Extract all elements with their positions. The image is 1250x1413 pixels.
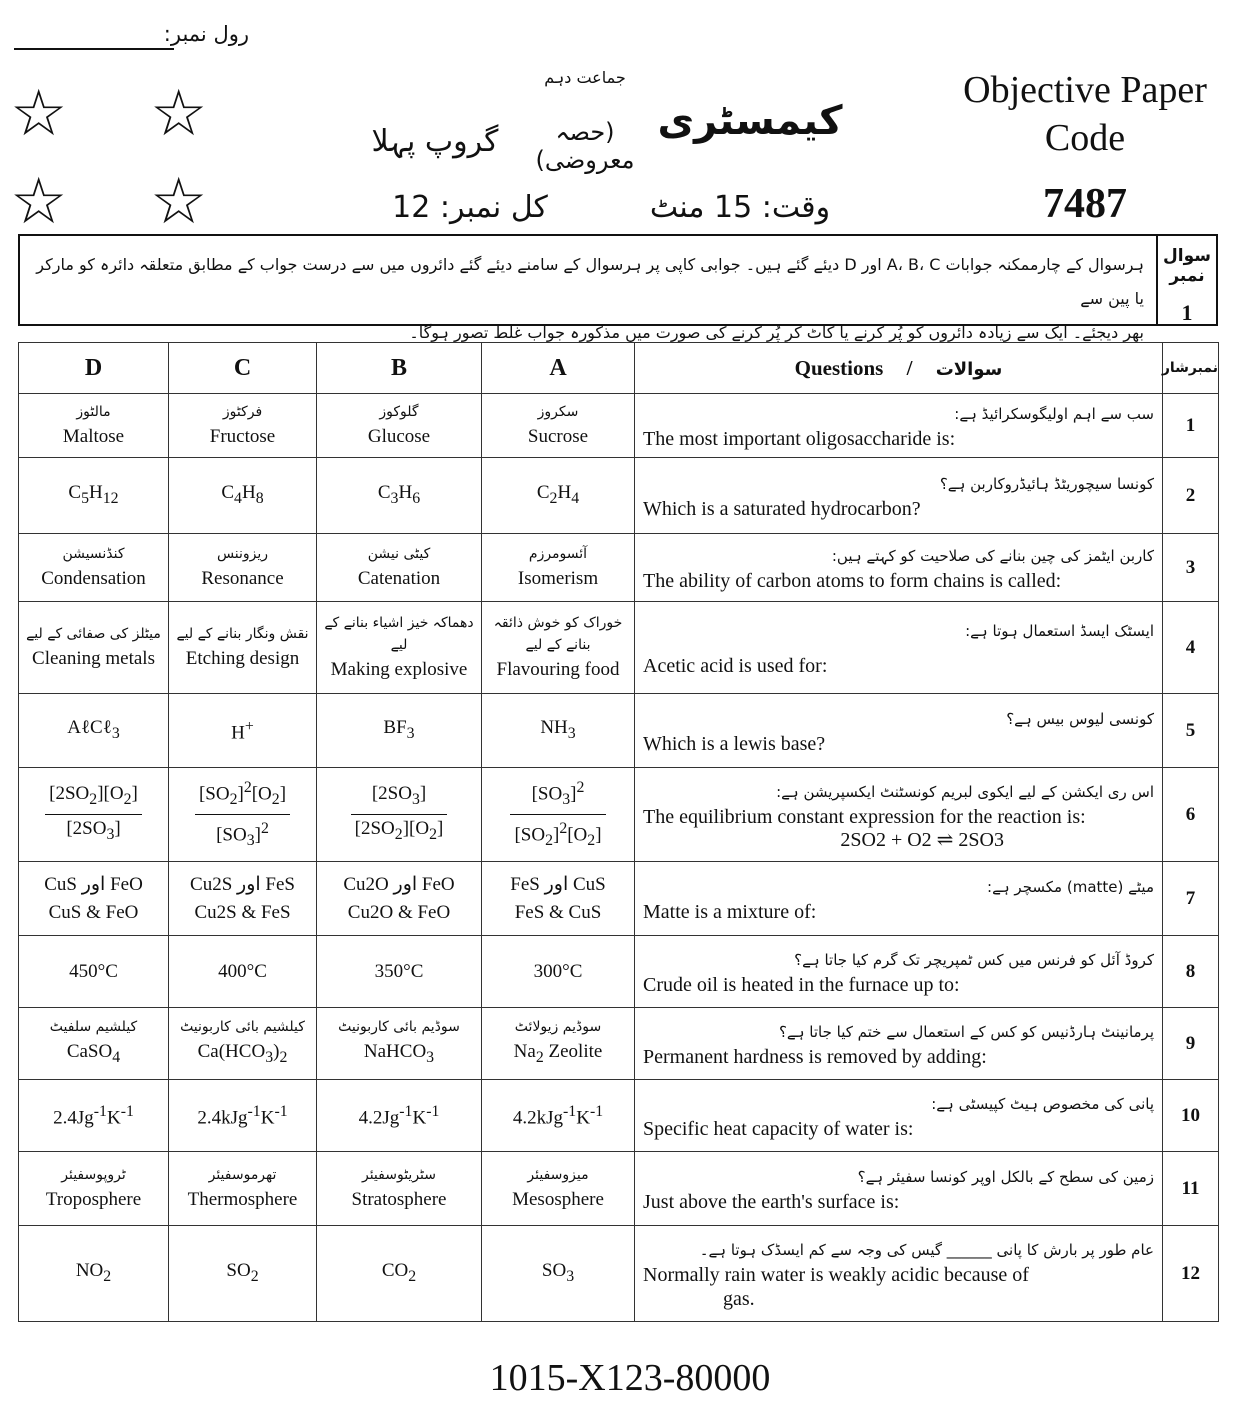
column-header-b: B (317, 343, 482, 394)
serial-number: 9 (1163, 1008, 1219, 1080)
table-header-row (19, 343, 1219, 394)
serial-number: 2 (1163, 458, 1219, 534)
table-row (19, 694, 1219, 768)
table-row (19, 458, 1219, 534)
option-d[interactable]: CuS اور FeO CuS & FeO (19, 862, 169, 936)
option-a[interactable]: $4.2kJg^{-1}K^{-1}$ (482, 1080, 635, 1152)
option-c[interactable]: $SO_2$ (169, 1226, 317, 1322)
option-a[interactable]: آئسومرزم Isomerism (482, 534, 635, 602)
serial-number: 4 (1163, 602, 1219, 694)
question-text: زمین کی سطح کے بالکل اوپر کونسا سفیئر ہے؟ Just above the earth's surface is: (635, 1152, 1163, 1226)
option-c[interactable]: Cu2S اور FeS Cu2S & FeS (169, 862, 317, 936)
questions-header-slash: / (906, 355, 913, 380)
paper-code-number: 7487 (1043, 181, 1127, 227)
objective-paper-title: Objective Paper (963, 69, 1207, 111)
star-icon: ☆ (10, 166, 68, 237)
question-text: کونسی لیوس بیس ہے؟ Which is a lewis base? (635, 694, 1163, 768)
class-label: جماعت دہم (544, 68, 626, 87)
option-b[interactable]: $\frac{[2SO_3]}{[2SO_2][O_2]}$ (317, 768, 482, 862)
option-b[interactable]: $4.2Jg^{-1}K^{-1}$ (317, 1080, 482, 1152)
option-a[interactable]: 300°C (482, 936, 635, 1008)
option-d[interactable]: $NO_2$ (19, 1226, 169, 1322)
instructions-text (34, 248, 1144, 350)
question-text: سب سے اہم اولیگوسکرائیڈ ہے: The most important oligosaccharide is: (635, 394, 1163, 458)
footer-code: 1015-X123-80000 (489, 1357, 771, 1399)
option-d[interactable]: ٹروپوسفیئر Troposphere (19, 1152, 169, 1226)
option-c[interactable]: ریزوننس Resonance (169, 534, 317, 602)
option-d[interactable]: میٹلز کی صفائی کے لیے Cleaning metals (19, 602, 169, 694)
star-icon: ☆ (150, 78, 208, 149)
table-row (19, 768, 1219, 862)
option-c[interactable]: کیلشیم بائی کاربونیٹ $Ca(HCO_3)_2$ (169, 1008, 317, 1080)
instructions-line-2: بھر دیجئے۔ ایک سے زیادہ دائروں کو پُر کرنے یا کاٹ کر پُر کرنے کی صورت میں مذکورہ جواب غلط تصور ہوگا۔ (409, 323, 1144, 342)
table-row (19, 862, 1219, 936)
table-row (19, 1152, 1219, 1226)
serial-number: 11 (1163, 1152, 1219, 1226)
option-d[interactable]: کیلشیم سلفیٹ CaSO$_4$ (19, 1008, 169, 1080)
option-a[interactable]: FeS اور CuS FeS & CuS (482, 862, 635, 936)
option-a[interactable]: میزوسفیئر Mesosphere (482, 1152, 635, 1226)
question-text: کروڈ آئل کو فرنس میں کس ٹمپریچر تک گرم کیا جاتا ہے؟ Crude oil is heated in the furnace up to: (635, 936, 1163, 1008)
option-a[interactable]: $SO_3$ (482, 1226, 635, 1322)
column-header-d: D (19, 343, 169, 394)
instructions-box (18, 234, 1218, 342)
column-header-a: A (482, 343, 635, 394)
table-row (19, 1008, 1219, 1080)
option-b[interactable]: سوڈیم بائی کاربونیٹ NaHCO$_3$ (317, 1008, 482, 1080)
table-row (19, 534, 1219, 602)
option-a[interactable]: سکروز Sucrose (482, 394, 635, 458)
serial-number: 1 (1163, 394, 1219, 458)
questions-header-en: Questions (794, 355, 884, 380)
roll-number-line (14, 48, 174, 50)
table-row (19, 1080, 1219, 1152)
question-text: میٹے (matte) مکسچر ہے: Matte is a mixture of: (635, 862, 1163, 936)
column-header-serial: نمبرشار (1163, 343, 1219, 394)
question-number: 1 (1181, 300, 1193, 325)
serial-number: 10 (1163, 1080, 1219, 1152)
option-d[interactable]: AℓCℓ$_3$ (19, 694, 169, 768)
table-row (19, 602, 1219, 694)
option-c[interactable]: تھرموسفیئر Thermosphere (169, 1152, 317, 1226)
questions-table (18, 342, 1219, 1322)
serial-number: 3 (1163, 534, 1219, 602)
roll-number-label: رول نمبر: (163, 22, 249, 46)
question-text: ایسٹک ایسڈ استعمال ہوتا ہے: Acetic acid is used for: (635, 602, 1163, 694)
option-a[interactable]: $C_2H_4$ (482, 458, 635, 534)
option-d[interactable]: 450°C (19, 936, 169, 1008)
star-icon: ☆ (10, 78, 68, 149)
serial-number: 8 (1163, 936, 1219, 1008)
question-text: پرمانینٹ ہارڈنیس کو کس کے استعمال سے ختم کیا جاتا ہے؟ Permanent hardness is removed by adding: (635, 1008, 1163, 1080)
option-a[interactable]: سوڈیم زیولائٹ $Na_2$ Zeolite (482, 1008, 635, 1080)
option-b[interactable]: دھماکہ خیز اشیاء بنانے کے لیے Making explosive (317, 602, 482, 694)
subject-title: کیمسٹری (657, 98, 843, 144)
serial-number: 6 (1163, 768, 1219, 862)
option-b[interactable]: $C_3H_6$ (317, 458, 482, 534)
option-b[interactable]: 350°C (317, 936, 482, 1008)
option-c[interactable]: فرکٹوز Fructose (169, 394, 317, 458)
option-b[interactable]: $BF_3$ (317, 694, 482, 768)
option-c[interactable]: $\frac{[SO_2]^2[O_2]}{[SO_3]^2}$ (169, 768, 317, 862)
option-c[interactable]: 400°C (169, 936, 317, 1008)
question-text: عام طور پر بارش کا پانی ______ گیس کی وجہ سے کم ایسڈک ہوتا ہے۔ Normally rain water is weakly acidic because of gas. (635, 1226, 1163, 1322)
option-b[interactable]: Cu2O اور FeO Cu2O & FeO (317, 862, 482, 936)
question-text: اس ری ایکشن کے لیے ایکوی لبریم کونسٹنٹ ایکسپریشن ہے: The equilibrium constant expression for the reaction is: 2SO2 + O2 ⇌ 2SO3 (635, 768, 1163, 862)
option-a[interactable]: $NH_3$ (482, 694, 635, 768)
serial-number: 5 (1163, 694, 1219, 768)
option-d[interactable]: کنڈنسیشن Condensation (19, 534, 169, 602)
star-icon: ☆ (150, 166, 208, 237)
question-number-label: سوال نمبر (1163, 246, 1211, 286)
serial-number: 7 (1163, 862, 1219, 936)
option-c[interactable]: $C_4H_8$ (169, 458, 317, 534)
question-number-cell (1156, 236, 1216, 324)
option-b[interactable]: $CO_2$ (317, 1226, 482, 1322)
option-d[interactable]: $\frac{[2SO_2][O_2]}{[2SO_3]}$ (19, 768, 169, 862)
time-label: وقت: 15 منٹ (649, 190, 831, 225)
code-label: Code (1044, 117, 1126, 159)
table-row (19, 1226, 1219, 1322)
serial-number: 12 (1163, 1226, 1219, 1322)
option-c[interactable]: H+ (169, 694, 317, 768)
group-label: گروپ پہلا (371, 124, 499, 159)
option-b[interactable]: سٹریٹوسفیئر Stratosphere (317, 1152, 482, 1226)
questions-header-urdu: سوالات (935, 358, 1003, 380)
option-d[interactable]: مالٹوز Maltose (19, 394, 169, 458)
column-header-c: C (169, 343, 317, 394)
option-c[interactable]: نقش ونگار بنانے کے لیے Etching design (169, 602, 317, 694)
table-row (19, 936, 1219, 1008)
option-c[interactable]: $2.4kJg^{-1}K^{-1}$ (169, 1080, 317, 1152)
table-row (19, 394, 1219, 458)
question-text: پانی کی مخصوص ہیٹ کپیسٹی ہے: Specific heat capacity of water is: (635, 1080, 1163, 1152)
question-text: کونسا سیچوریٹڈ ہائیڈروکاربن ہے؟ Which is a saturated hydrocarbon? (635, 458, 1163, 534)
subject-part: (حصہ معروضی) (535, 118, 635, 174)
option-d[interactable]: $2.4Jg^{-1}K^{-1}$ (19, 1080, 169, 1152)
total-marks-label: کل نمبر: 12 (392, 190, 548, 225)
option-a[interactable]: خوراک کو خوش ذائقہ بنانے کے لیے Flavouring food (482, 602, 635, 694)
option-b[interactable]: کیٹی نیشن Catenation (317, 534, 482, 602)
option-d[interactable]: $C_5H_{12}$ (19, 458, 169, 534)
reaction-equation: 2SO2 + O2 ⇌ 2SO3 (840, 828, 1004, 851)
question-text: کاربن ایٹمز کی چین بنانے کی صلاحیت کو کہتے ہیں: The ability of carbon atoms to form chains is called: (635, 534, 1163, 602)
option-b[interactable]: گلوکوز Glucose (317, 394, 482, 458)
option-a[interactable]: $\frac{[SO_3]^2}{[SO_2]^2[O_2]}$ (482, 768, 635, 862)
roll-number-field[interactable] (14, 22, 249, 54)
instructions-line-1: ہرسوال کے چارممکنہ جوابات A، B، C اور D دیئے گئے ہیں۔ جوابی کاپی پر ہرسوال کے سامنے دیئے گئے دائروں میں سے درست جواب کے مطابق متعلقہ دائرہ کو مارکر یا پین سے (36, 255, 1144, 308)
column-header-questions (635, 343, 1163, 394)
